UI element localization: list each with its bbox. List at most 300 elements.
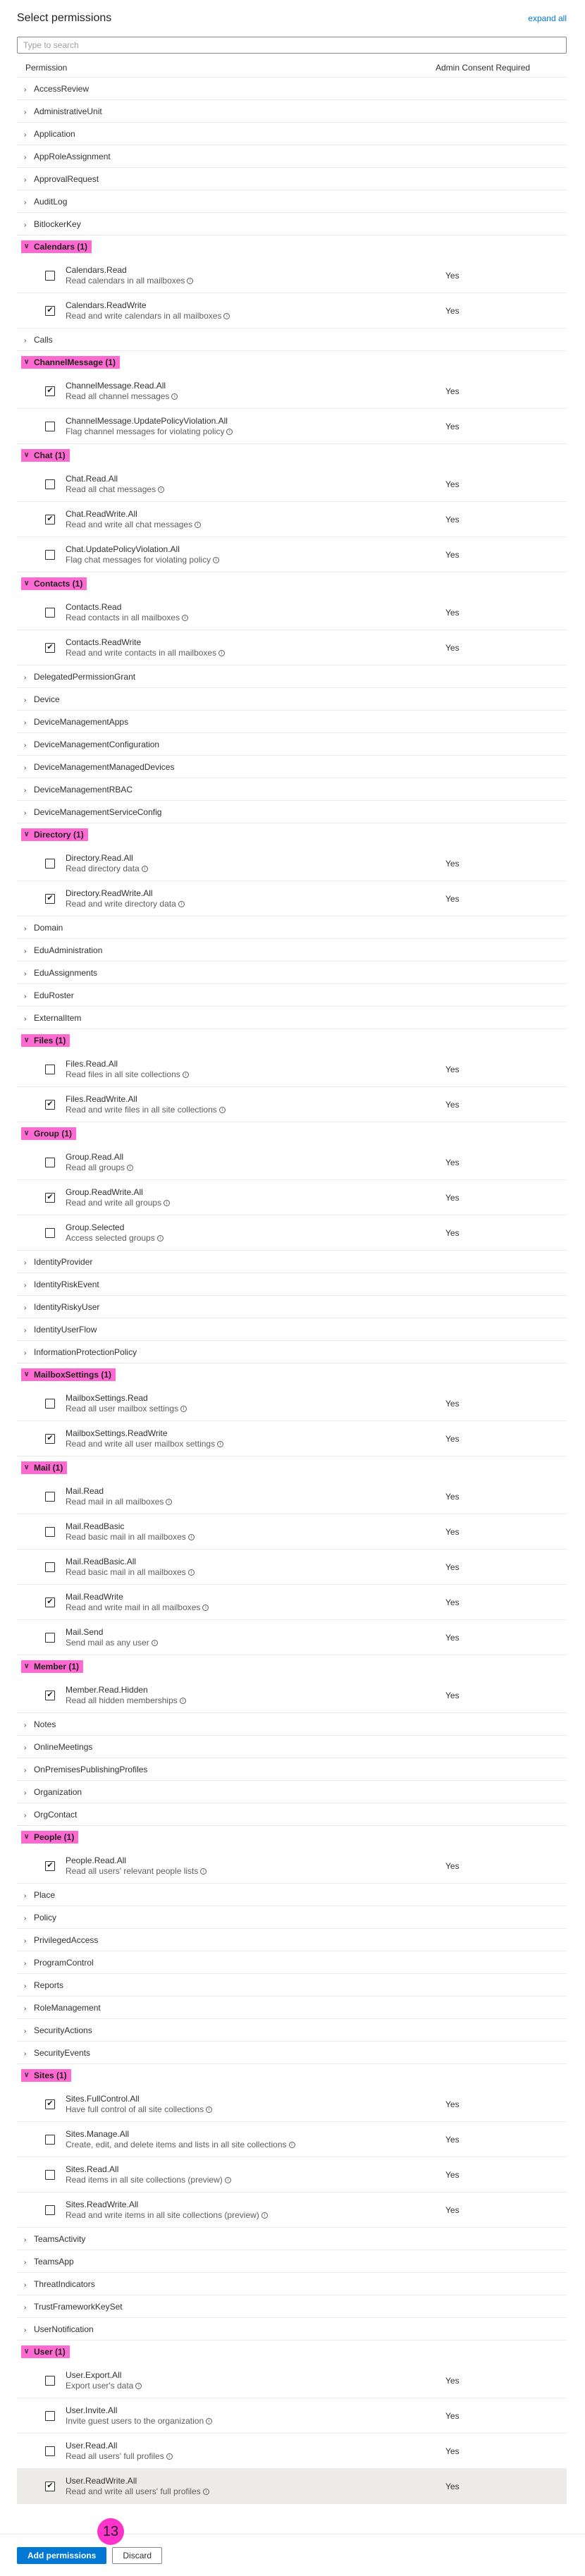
permission-text [66, 2476, 445, 2497]
permission-group[interactable] [17, 711, 567, 733]
permission-checkbox[interactable] [45, 2411, 55, 2421]
footer-bar [0, 2534, 585, 2576]
admin-consent-value: Yes [445, 1099, 460, 1110]
discard-button[interactable]: Discard [112, 2547, 162, 2564]
admin-consent-value: Yes [445, 858, 460, 869]
permission-description-line [66, 391, 445, 402]
permission-group[interactable] [17, 666, 567, 688]
group-header [24, 335, 53, 345]
permission-group[interactable] [17, 688, 567, 711]
permission-description: Export user's data [66, 2380, 134, 2391]
info-icon[interactable]: i [261, 2212, 268, 2219]
permission-row [17, 258, 567, 293]
permission-group[interactable] [17, 1029, 567, 1052]
permission-text [66, 509, 445, 530]
permission-checkbox[interactable] [45, 306, 55, 316]
permission-name: Sites.Manage.All [66, 2128, 130, 2139]
permission-description-line [66, 2416, 445, 2427]
permission-group[interactable] [17, 2273, 567, 2295]
permission-checkbox[interactable] [45, 2376, 55, 2386]
info-icon[interactable]: i [142, 866, 148, 872]
checkmark-icon: ✔ [47, 386, 54, 395]
group-name: ChannelMessage (1) [34, 357, 116, 367]
permission-text [66, 1486, 445, 1507]
admin-consent-value: Yes [445, 1526, 460, 1537]
chevron-right-icon: › [24, 176, 27, 184]
permission-group[interactable] [17, 823, 567, 846]
permission-group[interactable] [17, 801, 567, 823]
permission-group[interactable] [17, 2019, 567, 2042]
group-name: AdministrativeUnit [34, 106, 102, 116]
permission-row [17, 467, 567, 502]
info-icon[interactable]: i [225, 2177, 231, 2183]
info-icon[interactable]: i [202, 1605, 209, 1611]
group-name: TrustFrameworkKeySet [34, 2301, 123, 2312]
group-header [24, 1742, 92, 1752]
info-icon[interactable]: i [213, 557, 219, 563]
permission-row [17, 1514, 567, 1550]
info-icon[interactable]: i [226, 429, 233, 435]
permission-group[interactable] [17, 1951, 567, 1974]
group-name: Mail (1) [34, 1463, 63, 1473]
chevron-right-icon: › [24, 1891, 27, 1900]
checkmark-icon: ✔ [47, 1434, 54, 1442]
permission-group[interactable] [17, 444, 567, 467]
permission-checkbox[interactable] [45, 2099, 55, 2109]
info-icon[interactable]: i [180, 1406, 187, 1412]
permission-name: MailboxSettings.Read [66, 1392, 148, 1403]
admin-consent-value: Yes [445, 2134, 460, 2145]
permission-checkbox[interactable] [45, 1492, 55, 1502]
permission-checkbox[interactable] [45, 1434, 55, 1444]
info-icon[interactable]: i [195, 522, 201, 528]
permission-group[interactable] [17, 78, 567, 100]
permission-group[interactable] [17, 962, 567, 984]
chevron-right-icon: › [24, 1721, 27, 1729]
permission-checkbox[interactable] [45, 386, 55, 396]
add-permissions-button[interactable]: Add permissions [17, 2547, 106, 2564]
panel-header [0, 0, 585, 37]
checkmark-icon: ✔ [47, 1691, 54, 1699]
permission-row [17, 409, 567, 444]
permission-row [17, 1421, 567, 1456]
permission-group[interactable] [17, 2341, 567, 2363]
info-icon[interactable]: i [166, 2453, 173, 2460]
permission-group[interactable] [17, 123, 567, 145]
permission-row [17, 2087, 567, 2122]
permission-name: Directory.Read.All [66, 852, 133, 863]
permission-row [17, 1180, 567, 1215]
permission-text [66, 637, 445, 658]
permission-group[interactable] [17, 1363, 567, 1386]
chevron-right-icon: › [24, 696, 27, 704]
chevron-right-icon: › [24, 1281, 27, 1289]
group-name: DelegatedPermissionGrant [34, 671, 136, 682]
chevron-right-icon: › [24, 673, 27, 682]
group-header [24, 1890, 55, 1900]
permission-group[interactable] [17, 2318, 567, 2341]
permission-row [17, 630, 567, 666]
admin-consent-value: Yes [445, 386, 460, 396]
info-icon[interactable]: i [188, 1569, 195, 1576]
info-icon[interactable]: i [223, 313, 230, 319]
group-name: Organization [34, 1786, 82, 1797]
checkmark-icon: ✔ [47, 2099, 54, 2108]
group-header [24, 1347, 137, 1357]
permission-checkbox[interactable] [45, 1399, 55, 1409]
permission-checkbox[interactable] [45, 1228, 55, 1238]
permission-group[interactable] [17, 329, 567, 351]
info-icon[interactable]: i [127, 1165, 133, 1171]
permission-checkbox[interactable] [45, 271, 55, 281]
permission-name: ChannelMessage.Read.All [66, 380, 166, 391]
permission-name: Mail.ReadBasic.All [66, 1556, 137, 1566]
permission-group[interactable] [17, 168, 567, 190]
permission-name: MailboxSettings.ReadWrite [66, 1428, 168, 1438]
admin-consent-value: Yes [445, 2481, 460, 2491]
permission-description-line [66, 613, 445, 623]
permission-text [66, 602, 445, 623]
group-header [24, 1719, 56, 1729]
permission-group[interactable] [17, 778, 567, 801]
permission-group[interactable] [17, 916, 567, 939]
permission-name: Chat.Read.All [66, 473, 118, 484]
permission-group[interactable] [17, 1456, 567, 1479]
permission-description: Flag chat messages for violating policy [66, 554, 211, 565]
group-header [24, 945, 102, 955]
permission-group[interactable] [17, 2228, 567, 2250]
permission-description-line [66, 1532, 445, 1542]
info-icon[interactable]: i [164, 1200, 170, 1206]
info-icon[interactable]: i [158, 486, 164, 493]
chevron-down-icon: ∨ [24, 579, 30, 587]
permission-checkbox[interactable] [45, 1597, 55, 1607]
permission-name: ChannelMessage.UpdatePolicyViolation.All [66, 415, 228, 426]
permission-row [17, 1550, 567, 1585]
info-icon[interactable]: i [135, 2383, 142, 2389]
admin-consent-value: Yes [445, 2169, 460, 2180]
permission-description: Read and write contacts in all mailboxes [66, 647, 217, 658]
checkmark-icon: ✔ [47, 1193, 54, 1201]
group-header [21, 1368, 116, 1381]
permission-description-line [66, 1567, 445, 1578]
info-icon[interactable]: i [188, 1534, 195, 1540]
permission-description: Read all hidden memberships [66, 1695, 178, 1705]
permission-group[interactable] [17, 939, 567, 962]
permission-description-line [66, 555, 445, 565]
permission-checkbox[interactable] [45, 515, 55, 525]
group-header [24, 174, 99, 184]
group-header [24, 84, 89, 94]
group-name: DeviceManagementManagedDevices [34, 761, 175, 772]
info-icon[interactable]: i [187, 278, 193, 284]
group-name: Reports [34, 1980, 64, 1990]
permission-row [17, 2192, 567, 2228]
consent-column-header: Admin Consent Required [436, 62, 531, 73]
permission-name: User.ReadWrite.All [66, 2475, 137, 2486]
group-header [24, 1787, 82, 1797]
permission-text [66, 474, 445, 495]
group-header [24, 990, 74, 1000]
permission-group[interactable] [17, 1826, 567, 1848]
permission-group[interactable] [17, 1803, 567, 1826]
permission-group[interactable] [17, 2042, 567, 2064]
chevron-down-icon: ∨ [24, 243, 30, 250]
permission-group[interactable] [17, 100, 567, 123]
permission-text [66, 1187, 445, 1208]
chevron-right-icon: › [24, 2326, 27, 2334]
info-icon[interactable]: i [218, 650, 225, 656]
chevron-right-icon: › [24, 153, 27, 161]
permission-group[interactable] [17, 235, 567, 258]
admin-consent-value: Yes [445, 2204, 460, 2215]
group-header [24, 129, 75, 139]
chevron-down-icon: ∨ [24, 2348, 30, 2355]
permission-group[interactable] [17, 2295, 567, 2318]
permission-description-line [66, 2381, 445, 2391]
permission-text [66, 2129, 445, 2150]
column-header [17, 58, 567, 78]
group-header [21, 1034, 70, 1047]
permission-name: Calendars.Read [66, 264, 127, 275]
checkmark-icon: ✔ [47, 306, 54, 314]
group-name: DeviceManagementConfiguration [34, 739, 160, 749]
group-name: EduAdministration [34, 945, 103, 955]
permission-description: Read and write calendars in all mailboxes [66, 310, 222, 321]
permission-group[interactable] [17, 1655, 567, 1678]
chevron-right-icon: › [24, 85, 27, 94]
permission-checkbox[interactable] [45, 2170, 55, 2180]
permission-group[interactable] [17, 1758, 567, 1781]
permission-group[interactable] [17, 1884, 567, 1906]
permission-group[interactable] [17, 145, 567, 168]
chevron-down-icon: ∨ [24, 830, 30, 838]
checkmark-icon: ✔ [47, 643, 54, 651]
permission-checkbox[interactable] [45, 479, 55, 489]
chevron-right-icon: › [24, 2281, 27, 2289]
permission-description: Read all channel messages [66, 391, 170, 401]
group-name: AppRoleAssignment [34, 151, 111, 161]
permission-description: Read and write mail in all mailboxes [66, 1602, 201, 1612]
permission-description: Read files in all site collections [66, 1069, 180, 1079]
permission-checkbox[interactable] [45, 894, 55, 904]
group-header [24, 2234, 85, 2244]
permission-description-line [66, 1695, 445, 1706]
group-header [24, 923, 63, 933]
group-header [24, 807, 161, 817]
permission-description-line [66, 1069, 445, 1080]
permission-name: Sites.Read.All [66, 2164, 119, 2174]
group-name: ThreatIndicators [34, 2278, 95, 2289]
info-icon[interactable]: i [289, 2142, 295, 2148]
permission-name: Sites.ReadWrite.All [66, 2199, 139, 2209]
permission-name: Chat.UpdatePolicyViolation.All [66, 544, 180, 554]
group-name: Calls [34, 334, 53, 345]
permission-description: Read all user mailbox settings [66, 1403, 179, 1413]
group-header [24, 152, 111, 161]
group-header [24, 1302, 99, 1312]
permission-group[interactable] [17, 190, 567, 213]
group-header [24, 1958, 94, 1968]
info-icon[interactable]: i [206, 2418, 212, 2424]
info-icon[interactable]: i [180, 1698, 186, 1704]
info-icon[interactable]: i [182, 615, 188, 621]
permission-group[interactable] [17, 572, 567, 595]
permission-checkbox[interactable] [45, 643, 55, 653]
permission-group[interactable] [17, 1997, 567, 2019]
permission-group[interactable] [17, 1713, 567, 1736]
search-input[interactable] [17, 37, 567, 54]
group-name: ExternalItem [34, 1012, 82, 1023]
permission-checkbox[interactable] [45, 1691, 55, 1700]
info-icon[interactable]: i [217, 1441, 223, 1447]
chevron-right-icon: › [24, 108, 27, 116]
group-header [24, 1913, 56, 1922]
permission-description-line [66, 2104, 445, 2115]
permission-group[interactable] [17, 984, 567, 1007]
group-header [24, 1257, 92, 1267]
admin-consent-value: Yes [445, 1632, 460, 1643]
permission-group[interactable] [17, 1251, 567, 1273]
permission-checkbox[interactable] [45, 550, 55, 560]
admin-consent-value: Yes [445, 607, 460, 618]
permission-checkbox[interactable] [45, 1158, 55, 1167]
permission-name: User.Invite.All [66, 2405, 118, 2415]
permission-description: Have full control of all site collections [66, 2104, 204, 2114]
permission-group[interactable] [17, 1007, 567, 1029]
permission-checkbox[interactable] [45, 608, 55, 618]
permission-group[interactable] [17, 1906, 567, 1929]
group-name: Member (1) [34, 1662, 80, 1672]
info-icon[interactable]: i [183, 1072, 189, 1078]
admin-consent-value: Yes [445, 1398, 460, 1409]
group-header [24, 2003, 101, 2013]
permission-checkbox[interactable] [45, 1065, 55, 1074]
admin-consent-value: Yes [445, 549, 460, 560]
permission-row [17, 1479, 567, 1514]
group-header [24, 717, 128, 727]
permission-group[interactable] [17, 733, 567, 756]
permission-description-line [66, 427, 445, 437]
chevron-right-icon: › [24, 1789, 27, 1797]
group-header [21, 577, 87, 590]
info-icon[interactable]: i [171, 393, 178, 400]
admin-consent-value: Yes [445, 1064, 460, 1074]
permission-checkbox[interactable] [45, 1562, 55, 1572]
permission-description-line [66, 1163, 445, 1173]
permission-row [17, 595, 567, 630]
permission-checkbox[interactable] [45, 859, 55, 869]
info-icon[interactable]: i [203, 2489, 209, 2495]
group-name: RoleManagement [34, 2002, 101, 2013]
permission-checkbox[interactable] [45, 1861, 55, 1871]
chevron-right-icon: › [24, 1982, 27, 1990]
permission-group[interactable] [17, 756, 567, 778]
permission-checkbox[interactable] [45, 422, 55, 431]
admin-consent-value: Yes [445, 305, 460, 316]
info-icon[interactable]: i [166, 1499, 172, 1505]
group-name: InformationProtectionPolicy [34, 1347, 137, 1357]
permission-name: Contacts.ReadWrite [66, 637, 142, 647]
permission-text [66, 1521, 445, 1542]
info-icon[interactable]: i [152, 1640, 158, 1646]
group-name: DeviceManagementServiceConfig [34, 806, 162, 817]
permission-checkbox[interactable] [45, 1100, 55, 1110]
permission-text [66, 1094, 445, 1115]
permission-group[interactable] [17, 1296, 567, 1318]
permission-group[interactable] [17, 1781, 567, 1803]
expand-all-link[interactable]: expand all [528, 13, 567, 23]
permission-description-line [66, 311, 445, 321]
admin-consent-value: Yes [445, 514, 460, 525]
permission-description: Read and write all groups [66, 1197, 162, 1208]
chevron-right-icon: › [24, 1326, 27, 1335]
info-icon[interactable]: i [157, 1235, 164, 1241]
permission-checkbox[interactable] [45, 2446, 55, 2456]
permission-name: Directory.ReadWrite.All [66, 888, 153, 898]
permission-group[interactable] [17, 2250, 567, 2273]
info-icon[interactable]: i [206, 2106, 212, 2113]
chevron-right-icon: › [24, 198, 27, 207]
checkmark-icon: ✔ [47, 1597, 54, 1606]
permission-row [17, 502, 567, 537]
info-icon[interactable]: i [219, 1107, 226, 1113]
permission-checkbox[interactable] [45, 1527, 55, 1537]
permission-list [17, 78, 567, 2504]
permission-description: Create, edit, and delete items and lists in all site collections [66, 2139, 287, 2149]
permission-checkbox[interactable] [45, 2135, 55, 2145]
permission-group[interactable] [17, 1929, 567, 1951]
permission-name: Mail.Send [66, 1626, 104, 1637]
info-icon[interactable]: i [200, 1868, 207, 1875]
chevron-right-icon: › [24, 786, 27, 795]
permission-row [17, 1585, 567, 1620]
permission-row [17, 1215, 567, 1251]
group-name: Place [34, 1889, 56, 1900]
permission-checkbox[interactable] [45, 1193, 55, 1203]
admin-consent-value: Yes [445, 893, 460, 904]
group-name: Directory (1) [34, 830, 84, 840]
permission-group[interactable] [17, 1736, 567, 1758]
permission-group[interactable] [17, 1318, 567, 1341]
permission-name: Files.ReadWrite.All [66, 1093, 137, 1104]
permission-row [17, 293, 567, 329]
chevron-right-icon: › [24, 1258, 27, 1267]
chevron-right-icon: › [24, 336, 27, 345]
permission-checkbox[interactable] [45, 2205, 55, 2215]
admin-consent-value: Yes [445, 2375, 460, 2386]
admin-consent-value: Yes [445, 421, 460, 431]
permission-group[interactable] [17, 351, 567, 374]
permission-group[interactable] [17, 2064, 567, 2087]
permission-group[interactable] [17, 1974, 567, 1997]
group-header [24, 2302, 123, 2312]
permission-row [17, 1052, 567, 1087]
permission-group[interactable] [17, 1341, 567, 1363]
permission-checkbox[interactable] [45, 2482, 55, 2491]
info-icon[interactable]: i [178, 901, 185, 907]
permission-text [66, 416, 445, 437]
permission-group[interactable] [17, 213, 567, 235]
permission-description: Read all chat messages [66, 484, 156, 494]
permission-description-line [66, 520, 445, 530]
permission-group[interactable] [17, 1122, 567, 1145]
permission-checkbox[interactable] [45, 1633, 55, 1643]
group-header [21, 240, 92, 253]
permission-description-line [66, 2140, 445, 2150]
permission-group[interactable] [17, 1273, 567, 1296]
group-header [21, 1831, 78, 1844]
